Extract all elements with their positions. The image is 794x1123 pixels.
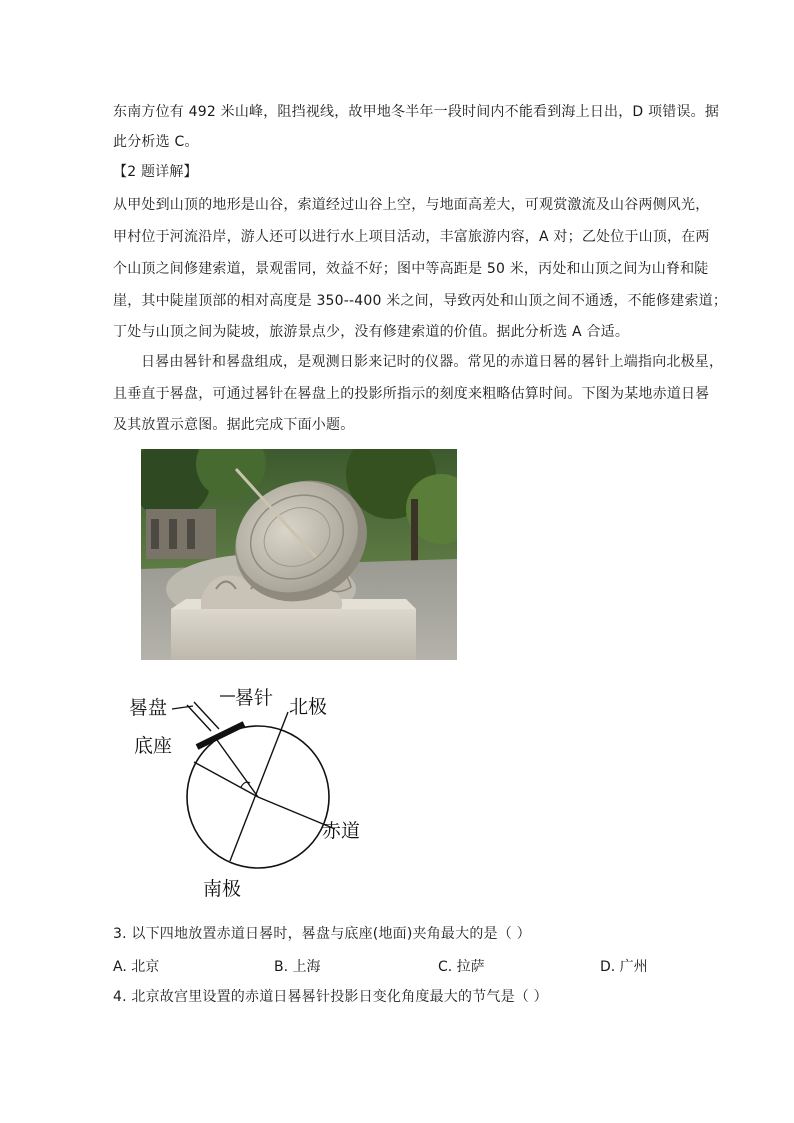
answer-text-line: 东南方位有 492 米山峰，阻挡视线，故甲地冬半年一段时间内不能看到海上日出，D 项错误。据 — [113, 104, 720, 120]
needle-line — [187, 705, 211, 731]
equator-label: 赤道 — [322, 820, 361, 842]
answer-text-line: 崖，其中陡崖顶部的相对高度是 350--400 米之间，导致丙处和山顶之间不通透，不能修建索道； — [113, 293, 728, 309]
base-label: 底座 — [134, 735, 173, 757]
answer-text-line: 丁处与山顶之间为陡坡，旅游景点少，没有修建索道的价值。据此分析选 A 合适。 — [113, 324, 630, 340]
intro-text-line: 且垂直于晷盘，可通过晷针在晷盘上的投影所指示的刻度来粗略估算时间。下图为某地赤道日晷 — [113, 386, 710, 402]
option-c[interactable]: C. 拉萨 — [438, 959, 485, 975]
dish-label: 晷盘 — [129, 697, 168, 719]
option-d[interactable]: D. 广州 — [600, 959, 648, 975]
zenith-line — [217, 740, 258, 797]
north-pole-label: 北极 — [289, 696, 328, 718]
question-3-options — [113, 956, 713, 976]
sundial-photo — [141, 449, 457, 660]
question-3-stem: 3. 以下四地放置赤道日晷时，晷盘与底座(地面)夹角最大的是（ ） — [113, 926, 531, 942]
intro-text-line: 日晷由晷针和晷盘组成，是观测日影来记时的仪器。常见的赤道日晷的晷针上端指向北极星， — [141, 354, 724, 370]
south-pole-label: 南极 — [203, 878, 242, 900]
answer-text-line: 甲村位于河流沿岸，游人还可以进行水上项目活动，丰富旅游内容，A 对；乙处位于山顶，在两 — [113, 229, 710, 245]
option-a[interactable]: A. 北京 — [113, 959, 160, 975]
intro-text-line: 及其放置示意图。据此完成下面小题。 — [113, 417, 355, 433]
horizon-line — [194, 762, 258, 797]
answer-text-line: 个山顶之间修建索道，景观雷同，效益不好；图中等高距是 50 米，丙处和山顶之间为山脊和陡 — [113, 261, 709, 277]
option-b[interactable]: B. 上海 — [274, 959, 321, 975]
answer-text-line: 从甲处到山顶的地形是山谷，索道经过山谷上空，与地面高差大，可观赏激流及山谷两侧风光， — [113, 197, 710, 213]
answer-text-line: 此分析选 C。 — [113, 134, 199, 150]
sundial-diagram — [127, 682, 377, 902]
needle-label: 晷针 — [235, 687, 274, 709]
section-heading: 【2 题详解】 — [113, 164, 198, 180]
base-block — [197, 724, 244, 747]
needle-line — [194, 702, 219, 729]
question-4-stem: 4. 北京故宫里设置的赤道日晷晷针投影日变化角度最大的节气是（ ） — [113, 989, 548, 1005]
